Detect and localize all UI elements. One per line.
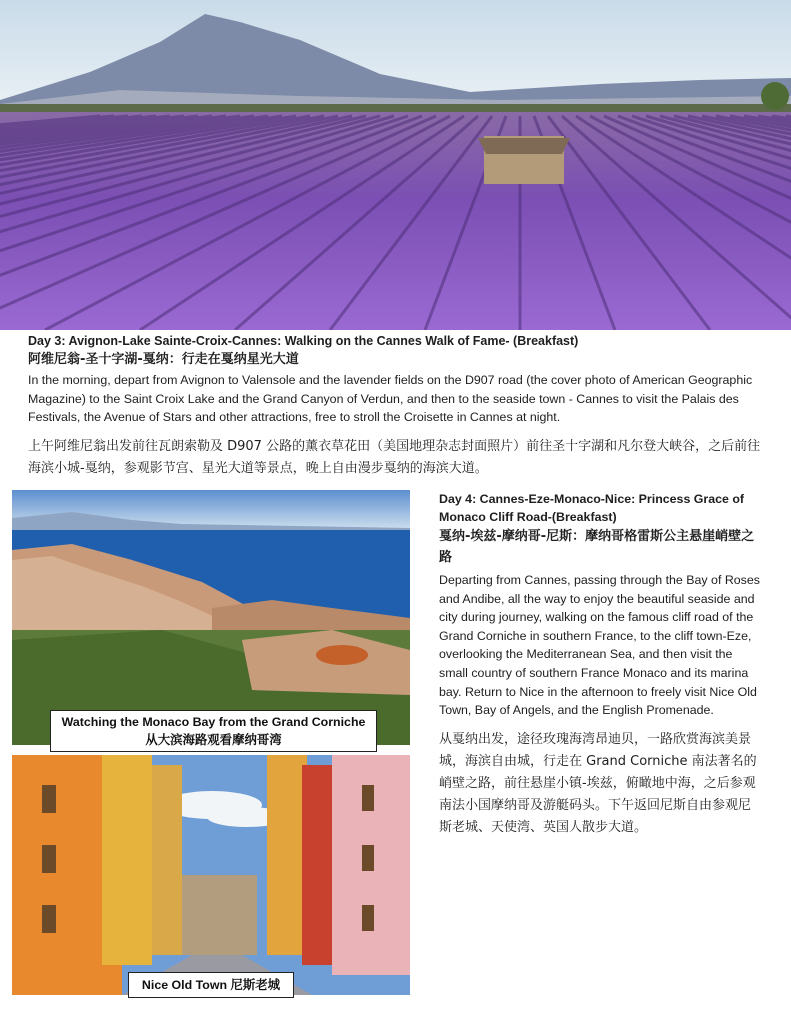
day4-title: Day 4: Cannes-Eze-Monaco-Nice: Princess Grace of Monaco Cliff Road-(Breakfast): [439, 492, 745, 524]
day4-section: [439, 491, 761, 839]
day4-description-chinese: 从戛纳出发，途径玫瑰海湾昂迪贝，一路欣赏海滨美景城，海滨自由城，行走在 Grand Corniche 南法著名的峭壁之路，前往悬崖小镇-埃兹，俯瞰地中海，之后参观南法小国摩纳哥及游艇码头。下午返回尼斯自由参观尼斯老城、天使湾、英国人散步大道。: [439, 731, 757, 835]
monaco-photo-caption: [50, 710, 377, 752]
monaco-caption-chinese: 从大滨海路观看摩纳哥湾: [145, 732, 282, 747]
old-town-photo-caption: Nice Old Town 尼斯老城: [128, 972, 294, 998]
day3-title-chinese: 阿维尼翁-圣十字湖-戛纳：行走在戛纳星光大道: [28, 352, 299, 367]
lavender-field-photo: [0, 0, 791, 330]
day3-title: Day 3: Avignon-Lake Sainte-Croix-Cannes: Walking on the Cannes Walk of Fame- (Breakfast): [28, 334, 579, 348]
monaco-caption-english: Watching the Monaco Bay from the Grand Corniche: [61, 715, 366, 729]
day4-title-chinese: 戛纳-埃兹-摩纳哥-尼斯：摩纳哥格雷斯公主悬崖峭壁之路: [439, 529, 755, 565]
day3-description-chinese: 上午阿维尼翁出发前往瓦朗索勒及 D907 公路的薰衣草花田（美国地理杂志封面照片）前往圣十字湖和凡尔登大峡谷，之后前往海滨小城-戛纳，参观影节宫、星光大道等景点，晚上自由漫步戛纳的海滨大道。: [28, 438, 761, 476]
nice-old-town-photo: [12, 755, 410, 995]
day3-section: [28, 333, 768, 480]
day4-description: Departing from Cannes, passing through the Bay of Roses and Andibe, all the way to enjoy the beautiful seaside and city during journey, walking on the famous cliff road of the Grand Corniche in southern France, to the cliff town-Eze, overlooking the Mediterranean Sea, and then visit the small country of southern France Monaco and its marina bay. Return to Nice in the afternoon to freely visit Nice Old Town, Bay of Angels, and the English Promenade.: [439, 573, 760, 718]
monaco-bay-photo: [12, 490, 410, 745]
day3-description: In the morning, depart from Avignon to Valensole and the lavender fields on the D907 road (the cover photo of American Geographic Magazine) to the Saint Croix Lake and the Grand Canyon of Verdun, and then to the seaside town - Cannes to visit the Palais des Festivals, the Avenue of Stars and other attractions, free to stroll the Croisette in Cannes at night.: [28, 373, 753, 425]
